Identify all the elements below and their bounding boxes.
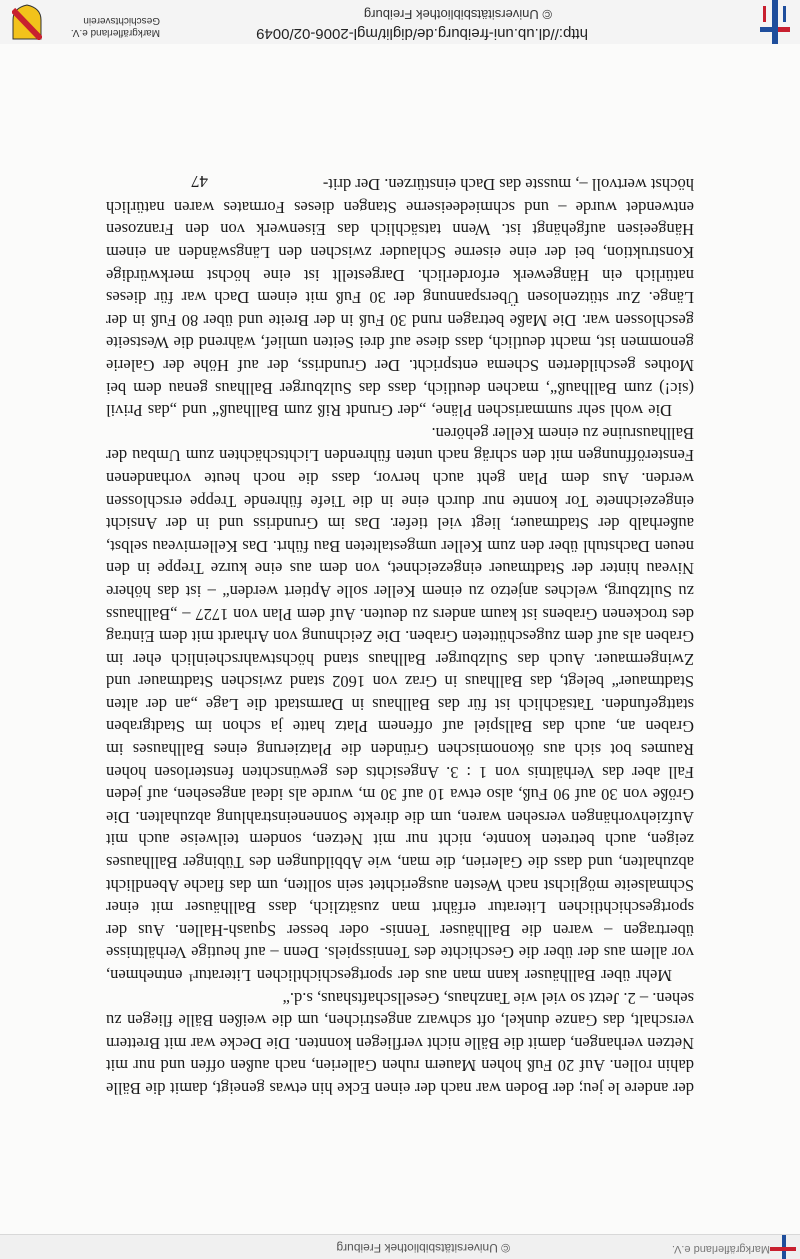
ub-logo-icon — [766, 1235, 800, 1259]
paragraph: Mehr über Ballhäuser kann man aus der sportgeschichtlichen Literatur¹ entnehmen, vor allem aus der über die Geschichte des Tennisspiels. Denn – auf heutige Verhältnisse übertragen – waren die Ballhäuser Tennis- oder besser Squash-Hallen. Aus der sportgeschichtlichen Literatur erfährt man zusätzlich, dass Ballhäuser mit einer Schmalseite möglichst nach Westen ausgerichtet sein sollten, um das flache Abendlicht abzuhalten, und dass die Galerien, die man, wie Abbildungen des Tübinger Ballhauses zeigen, auch betreten konnte, nicht nur mit Netzen, sondern teilweise auch mit Aufziehvorhängen versehen waren, um die direkte Sonneneinstrahlung abzuhalten. Die Größe von 30 auf 90 Fuß, also etwa 10 auf 30 m, wurde als ideal angesehen, auf jeden Fall aber das Verhältnis von 1 : 3. Angesichts des gewünschten fensterlosen hohen Raumes bot sich aus ökonomischen Gründen die Platzierung eines Ballhauses im Graben an, auch das Ballspiel auf offenem Platz hatte ja schon im Stadtgraben stattgefunden. Tatsächlich ist für das Ballhaus in Darmstadt die Lage „an der alten Stadtmauer“ belegt, das Ballhaus in Graz von 1602 stand zwischen Stadtmauer und Zwingermauer. Auch das Sulzburger Ballhaus stand höchstwahrscheinlich eher im Graben als auf dem zugeschütteten Graben. Die Zeichnung von Arhardt mit dem Eintrag des trockenen Grabens ist kaum anders zu deuten. Auf dem Plan von 1727 – „Ballhauss zu Sultzburg, welches anjetzo zu einem Keller solle Aptiert werden“ – ist das höhere Niveau hinter der Stadtmauer eingezeichnet, von dem aus eine kurze Treppe in den neuen Dachstuhl über den zum Keller umgestalteten Bau führt. Das Kellerniveau selbst, außerhalb der Stadtmauer, liegt viel tiefer. Das im Grundriss und in der Ansicht eingezeichnete Tor konnte nur durch eine in die Tiefe führende Treppe erschlossen werden. Aus dem Plan geht auch hervor, dass die noch heute vorhandenen Fensteröffnungen mit den schräg nach unten führenden Lichtschächten zum Umbau der Ballhausruine zu einem Keller gehören. — [106, 423, 694, 986]
strip-copyright: © Universitätsbibliothek Freiburg — [336, 1241, 510, 1255]
association-line-1: Markgräflerland e.V. — [70, 27, 160, 38]
paragraph: der andere le jeu; der Boden war nach der einen Ecke hin etwas geneigt, damit die Bälle dahin rollen. Auf 20 Fuß hohen Mauern ruhen Gallerien, nach außen offen und nur mit Netzen verhangen, damit die Bälle nicht verfliegen konnten. Die Decke war mit Brettern verschalt, das Ganze dunkel, oft schwarz angestrichen, um die weißen Bälle fliegen zu sehen. – 2. Jetzt so viel wie Tanzhaus, Gesellschaftshaus, s.d.“ — [106, 988, 694, 1098]
association-line-2: Geschichtsverein — [83, 15, 160, 26]
coat-of-arms-icon — [12, 4, 42, 40]
source-url-link[interactable]: http://dl.ub.uni-freiburg.de/diglit/mgl-2006-02/0049 — [256, 25, 588, 42]
ub-logo-icon — [756, 0, 792, 44]
main-text — [106, 173, 694, 1099]
association-label — [50, 14, 160, 38]
source-footer — [0, 0, 800, 44]
page-number: 47 — [191, 172, 208, 191]
previous-page-footer-strip — [0, 1234, 800, 1259]
association-name: Markgräflerland e.V. — [671, 1243, 770, 1255]
paragraph: Die wohl sehr summarischen Pläne, „der Grundt Riß zum Ballhauß“ und „das Privil (sic!) zum Ballhauß“, machen deutlich, dass das Sulzburger Ballhaus genau dem bei Mothes geschilderten Schema entspricht. Der Grundriss, der auf Höhe der Galerie genommen ist, macht deutlich, dass diese auf drei Seiten umlief, während die Westseite geschlossen war. Die Maße betragen rund 30 Fuß in der Breite und über 80 Fuß in der Länge. Zur stützenlosen Überspannung der 30 Fuß mit einem Dach war für dieses natürlich ein Hängewerk erforderlich. Dargestellt ist eine höchst merkwürdige Konstruktion, bei der eine eiserne Schlauder zwischen den Längswänden an einem Hängeeisen aufgehängt ist. Wenn tatsächlich das Eisenwerk von den Franzosen entwendet wurde – und schmiedeeiserne Stangen dieses Formates waren natürlich höchst wertvoll –, musste das Dach einstürzen. Der drit- — [106, 175, 694, 421]
copyright-notice: © Universitätsbibliothek Freiburg — [363, 7, 552, 22]
